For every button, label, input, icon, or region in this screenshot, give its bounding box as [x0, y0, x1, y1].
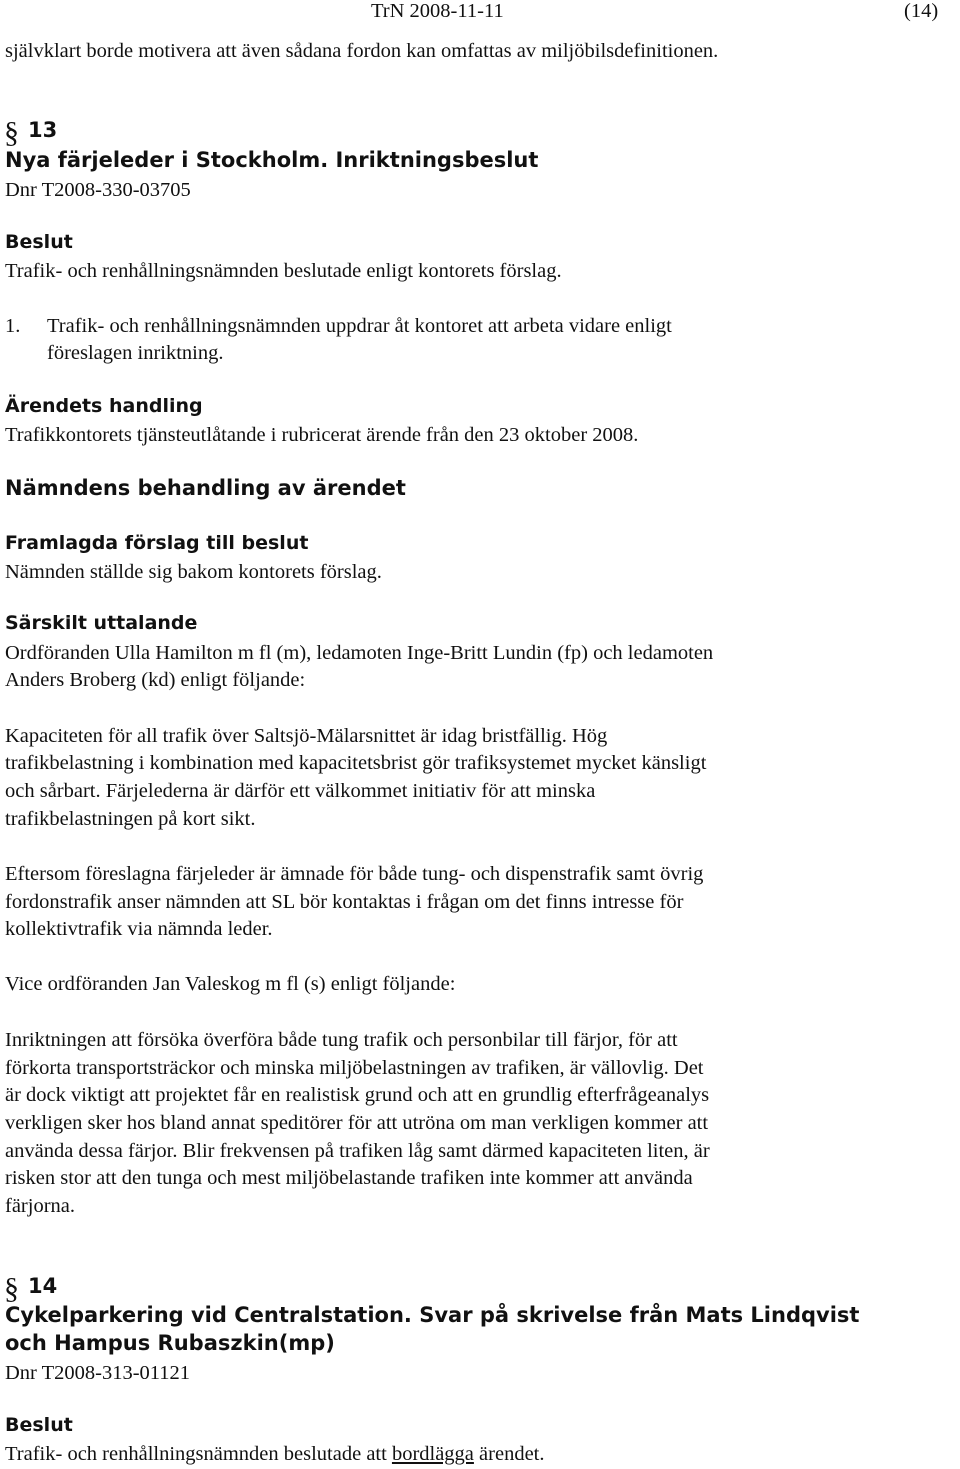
- paragraph-line: kollektivtrafik via nämnda leder.: [5, 918, 273, 940]
- section-title: Cykelparkering vid Centralstation. Svar på skrivelse från Mats Lindqvist: [5, 1303, 860, 1327]
- beslut-text-start: Trafik- och renhållningsnämnden beslutade att: [5, 1443, 387, 1465]
- uttalande-line: Vice ordföranden Jan Valeskog m fl (s) enligt följande:: [5, 973, 456, 995]
- paragraph-line: risken stor att den tunga och mest miljöbelastande trafiken inte kommer att använda: [5, 1167, 693, 1189]
- section-number: 14: [28, 1274, 58, 1298]
- section-number: 13: [28, 118, 58, 142]
- page-number: (14): [904, 0, 939, 22]
- section-symbol: §: [4, 116, 19, 149]
- diary-number: Dnr T2008-313-01121: [5, 1362, 191, 1384]
- paragraph-line: verkligen sker hos bland annat speditörer för att utröna om man verkligen kommer att: [5, 1112, 709, 1134]
- section-title: och Hampus Rubaszkin(mp): [5, 1331, 335, 1355]
- diary-number: Dnr T2008-330-03705: [5, 179, 191, 201]
- framlagda-heading: Framlagda förslag till beslut: [5, 532, 309, 554]
- beslut-heading: Beslut: [5, 1414, 73, 1436]
- beslut-text: Trafik- och renhållningsnämnden beslutade enligt kontorets förslag.: [5, 260, 562, 282]
- paragraph-line: färjorna.: [5, 1195, 75, 1217]
- sarskilt-heading: Särskilt uttalande: [5, 612, 198, 634]
- paragraph-line: och sårbart. Färjelederna är därför ett välkommet initiativ för att minska: [5, 780, 596, 802]
- list-item-number: 1.: [5, 315, 21, 337]
- intro-line: självklart borde motivera att även sådana fordon kan omfattas av miljöbilsdefinitionen.: [5, 40, 719, 62]
- document-reference: TrN 2008-11-11: [371, 0, 504, 22]
- paragraph-line: Eftersom föreslagna färjeleder är ämnade för både tung- och dispenstrafik samt övrig: [5, 863, 704, 885]
- paragraph-line: är dock viktigt att projektet får en realistisk grund och att en grundlig efterfrågeanalys: [5, 1084, 710, 1106]
- beslut-heading: Beslut: [5, 231, 73, 253]
- framlagda-text: Nämnden ställde sig bakom kontorets förslag.: [5, 561, 382, 583]
- section-title: Nya färjeleder i Stockholm. Inriktningsbeslut: [5, 148, 539, 172]
- list-item-line: föreslagen inriktning.: [47, 342, 224, 364]
- paragraph-line: använda dessa färjor. Blir frekvensen på trafiken låg samt därmed kapaciteten liten, är: [5, 1140, 710, 1162]
- paragraph-line: Inriktningen att försöka överföra både tung trafik och personbilar till färjor, för att: [5, 1029, 678, 1051]
- paragraph-line: Kapaciteten för all trafik över Saltsjö-Mälarsnittet är idag bristfällig. Hög: [5, 725, 608, 747]
- uttalande-line: Ordföranden Ulla Hamilton m fl (m), ledamoten Inge-Britt Lundin (fp) och ledamoten: [5, 642, 714, 664]
- paragraph-line: förkorta transportsträckor och minska miljöbelastningen av trafiken, är vällovlig. Det: [5, 1057, 704, 1079]
- beslut-text: [5, 1443, 545, 1466]
- paragraph-line: trafikbelastningen på kort sikt.: [5, 808, 256, 830]
- paragraph-line: fordonstrafik anser nämnden att SL bör kontaktas i frågan om det finns intresse för: [5, 891, 684, 913]
- paragraph-line: trafikbelastning i kombination med kapacitetsbrist gör trafiksystemet mycket känsligt: [5, 752, 707, 774]
- bordlagga-link[interactable]: bordlägga: [391, 1443, 474, 1465]
- arendets-text: Trafikkontorets tjänsteutlåtande i rubricerat ärende från den 23 oktober 2008.: [5, 424, 639, 446]
- uttalande-line: Anders Broberg (kd) enligt följande:: [5, 669, 306, 691]
- section-symbol: §: [4, 1272, 19, 1305]
- beslut-text-end: ärendet.: [479, 1443, 545, 1465]
- list-item-line: Trafik- och renhållningsnämnden uppdrar åt kontoret att arbeta vidare enligt: [47, 315, 672, 337]
- namndens-heading: Nämndens behandling av ärendet: [5, 476, 406, 500]
- arendets-heading: Ärendets handling: [5, 395, 203, 417]
